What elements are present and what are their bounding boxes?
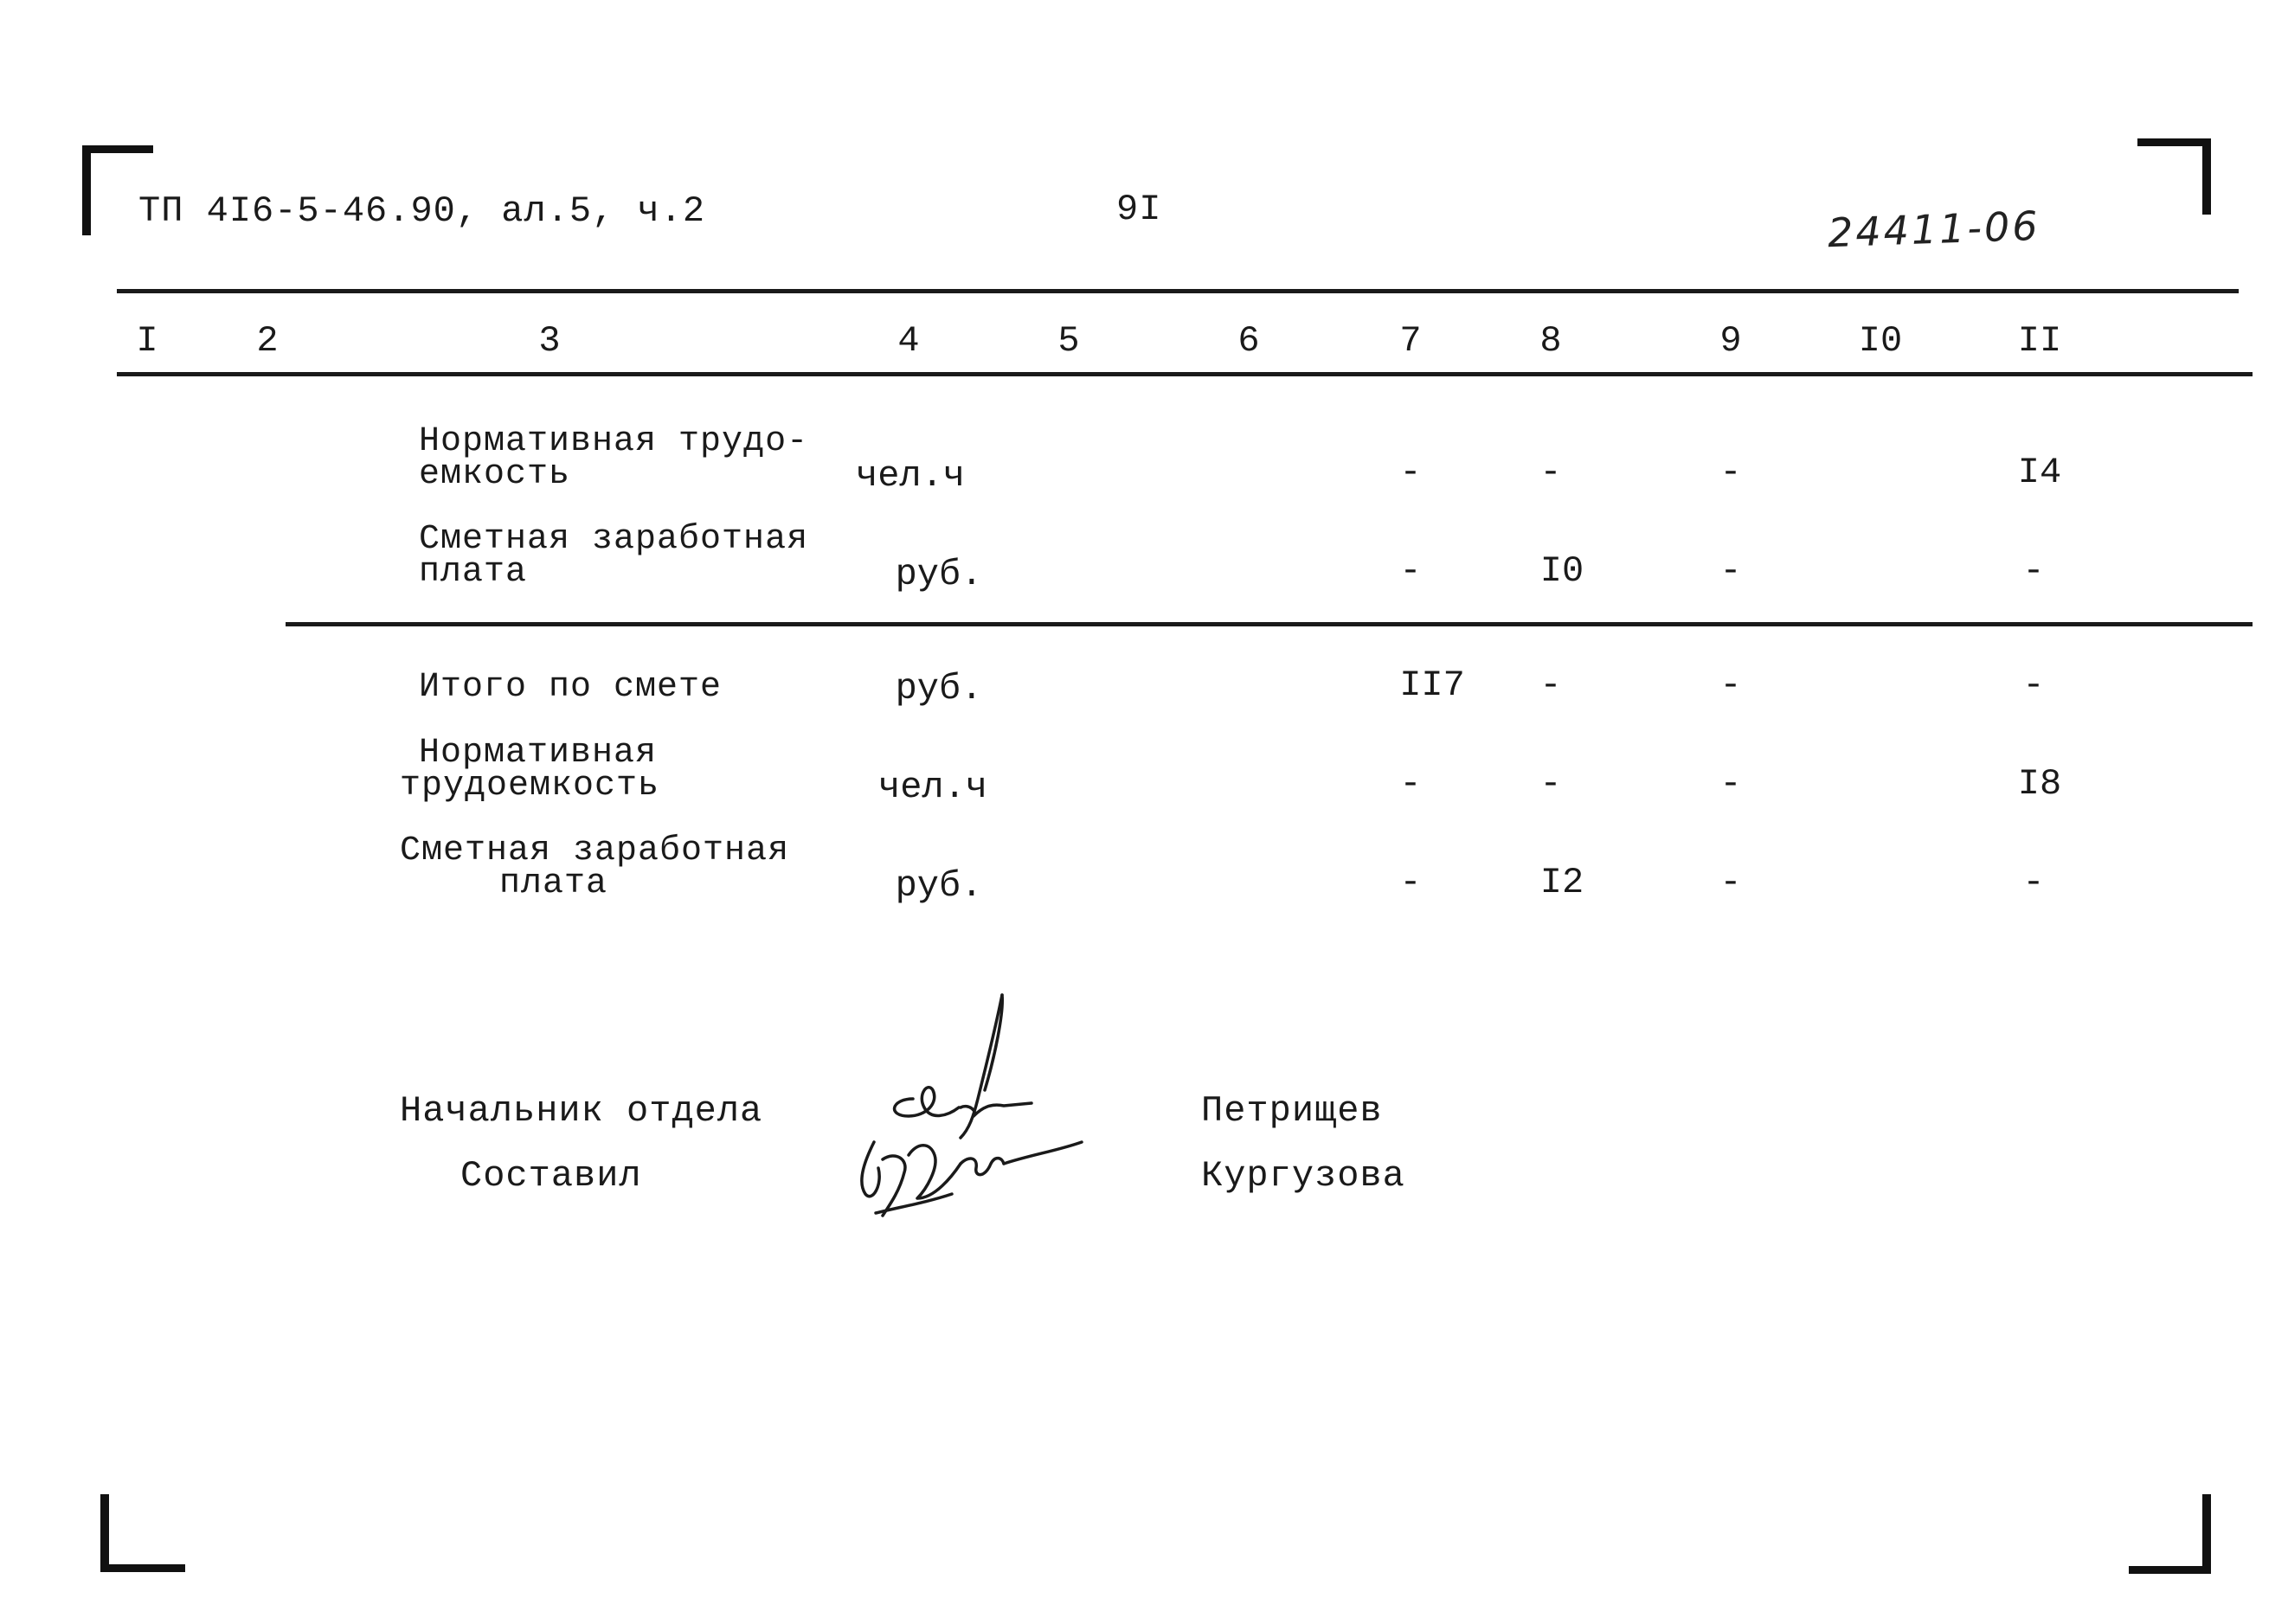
column-header-4: 4 — [897, 320, 920, 362]
corner-mark-top-right-h — [2137, 138, 2211, 146]
row-label-line2: плата — [419, 553, 528, 592]
cell-col9: - — [1719, 763, 1742, 805]
column-header-3: 3 — [538, 320, 561, 362]
signature-role: Составил — [460, 1155, 642, 1197]
cell-col8: - — [1539, 763, 1562, 805]
cell-col9: - — [1719, 452, 1742, 493]
column-header-8: 8 — [1539, 320, 1562, 362]
corner-mark-bottom-left-h — [100, 1564, 185, 1572]
row-label-line1: Сметная заработная — [400, 831, 790, 870]
cell-unit: руб. — [895, 865, 983, 907]
cell-unit: руб. — [895, 554, 983, 595]
cell-col11: - — [2022, 550, 2045, 592]
page-number: 9I — [1116, 189, 1162, 230]
cell-col8: I0 — [1539, 550, 1584, 592]
column-header-2: 2 — [256, 320, 279, 362]
cell-col7: - — [1399, 550, 1422, 592]
cell-col11: - — [2022, 664, 2045, 706]
cell-unit: чел.ч — [855, 455, 966, 497]
signature-name: Кургузова — [1201, 1155, 1405, 1197]
signature-role: Начальник отдела — [400, 1090, 763, 1132]
corner-mark-top-left — [82, 145, 91, 235]
row-label-line2: плата — [499, 864, 608, 903]
cell-col9: - — [1719, 862, 1742, 903]
corner-mark-bottom-left — [100, 1494, 109, 1572]
column-header-9: 9 — [1719, 320, 1742, 362]
row-label-line1: Нормативная — [419, 734, 658, 773]
column-header-7: 7 — [1399, 320, 1422, 362]
corner-mark-top-right — [2202, 138, 2211, 215]
cell-col7: - — [1399, 452, 1422, 493]
section-separator-rule — [286, 622, 2253, 626]
cell-col9: - — [1719, 664, 1742, 706]
row-label-line2: трудоемкость — [400, 767, 660, 806]
handwritten-code: 24411-06 — [1827, 202, 2041, 257]
cell-unit: чел.ч — [877, 767, 988, 808]
corner-mark-top-left-h — [82, 145, 153, 153]
row-label-line2: емкость — [419, 455, 571, 494]
table-header-bottom-rule — [117, 372, 2253, 376]
column-header-6: 6 — [1237, 320, 1260, 362]
cell-col9: - — [1719, 550, 1742, 592]
column-header-10: I0 — [1858, 320, 1903, 362]
row-label-line1: Итого по смете — [419, 668, 723, 707]
handwritten-signature-graphic — [831, 986, 1090, 1237]
cell-col8: I2 — [1539, 862, 1584, 903]
cell-col7: II7 — [1399, 664, 1465, 706]
cell-unit: руб. — [895, 668, 983, 709]
column-header-11: II — [2017, 320, 2062, 362]
column-header-1: I — [136, 320, 158, 362]
cell-col11: I8 — [2017, 763, 2062, 805]
corner-mark-bottom-right — [2202, 1494, 2211, 1574]
column-header-5: 5 — [1057, 320, 1080, 362]
table-top-rule — [117, 289, 2239, 293]
corner-mark-bottom-right-h — [2129, 1566, 2211, 1574]
row-label-line1: Нормативная трудо- — [419, 422, 809, 461]
cell-col8: - — [1539, 452, 1562, 493]
cell-col11: I4 — [2017, 452, 2062, 493]
cell-col7: - — [1399, 763, 1422, 805]
document-code: ТП 4I6-5-46.90, ал.5, ч.2 — [138, 190, 706, 232]
row-label-line1: Сметная заработная — [419, 520, 809, 559]
signature-name: Петрищев — [1201, 1090, 1383, 1132]
cell-col11: - — [2022, 862, 2045, 903]
cell-col7: - — [1399, 862, 1422, 903]
cell-col8: - — [1539, 664, 1562, 706]
